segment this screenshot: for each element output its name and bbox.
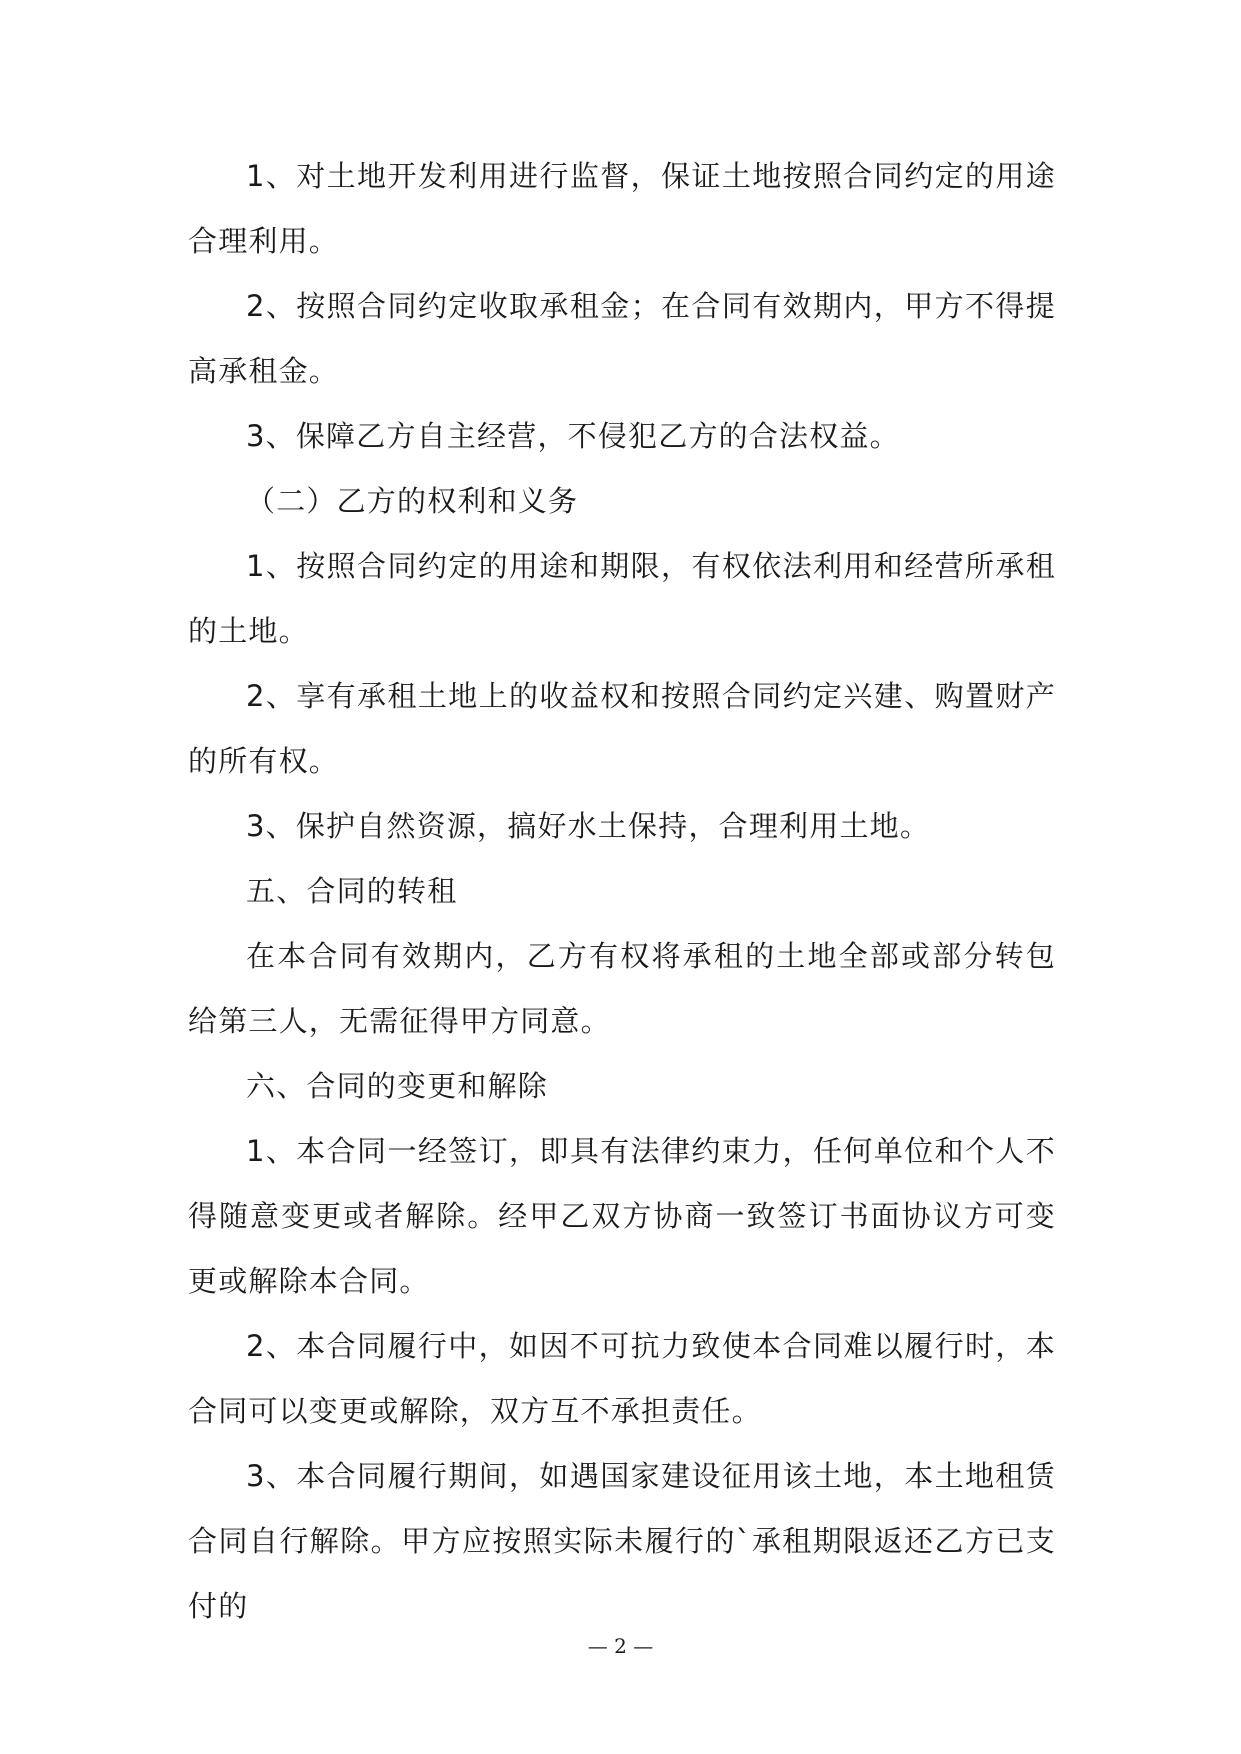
- paragraph-party-b-right-2: 2、享有承租土地上的收益权和按照合同约定兴建、购置财产的所有权。: [188, 679, 1056, 778]
- paragraph-change-3: 3、本合同履行期间，如遇国家建设征用该土地，本土地租赁合同自行解除。甲方应按照实际未履行的`承租期限返还乙方已支付的: [188, 1459, 1056, 1623]
- paragraph-party-b-right-1: 1、按照合同约定的用途和期限，有权依法利用和经营所承租的土地。: [188, 549, 1056, 648]
- paragraph-sublease: 在本合同有效期内，乙方有权将承租的土地全部或部分转包给第三人，无需征得甲方同意。: [188, 939, 1056, 1038]
- paragraph-party-a-duty-3: 3、保障乙方自主经营，不侵犯乙方的合法权益。: [246, 419, 900, 453]
- paragraph-party-a-duty-2: 2、按照合同约定收取承租金；在合同有效期内，甲方不得提高承租金。: [188, 289, 1056, 388]
- subheading-party-b-rights: （二）乙方的权利和义务: [246, 484, 579, 518]
- section-heading-sublease: 五、合同的转租: [246, 874, 458, 908]
- section-heading-change-termination: 六、合同的变更和解除: [246, 1069, 549, 1103]
- document-body: [188, 144, 1056, 1639]
- page-number: — 2 —: [587, 1634, 654, 1658]
- paragraph-party-b-right-3: 3、保护自然资源，搞好水土保持，合理利用土地。: [246, 809, 931, 843]
- paragraph-change-2: 2、本合同履行中，如因不可抗力致使本合同难以履行时，本合同可以变更或解除，双方互不承担责任。: [188, 1329, 1056, 1428]
- paragraph-party-a-duty-1: 1、对土地开发利用进行监督，保证土地按照合同约定的用途合理利用。: [188, 159, 1056, 258]
- paragraph-change-1: 1、本合同一经签订，即具有法律约束力，任何单位和个人不得随意变更或者解除。经甲乙双方协商一致签订书面协议方可变更或解除本合同。: [188, 1134, 1056, 1298]
